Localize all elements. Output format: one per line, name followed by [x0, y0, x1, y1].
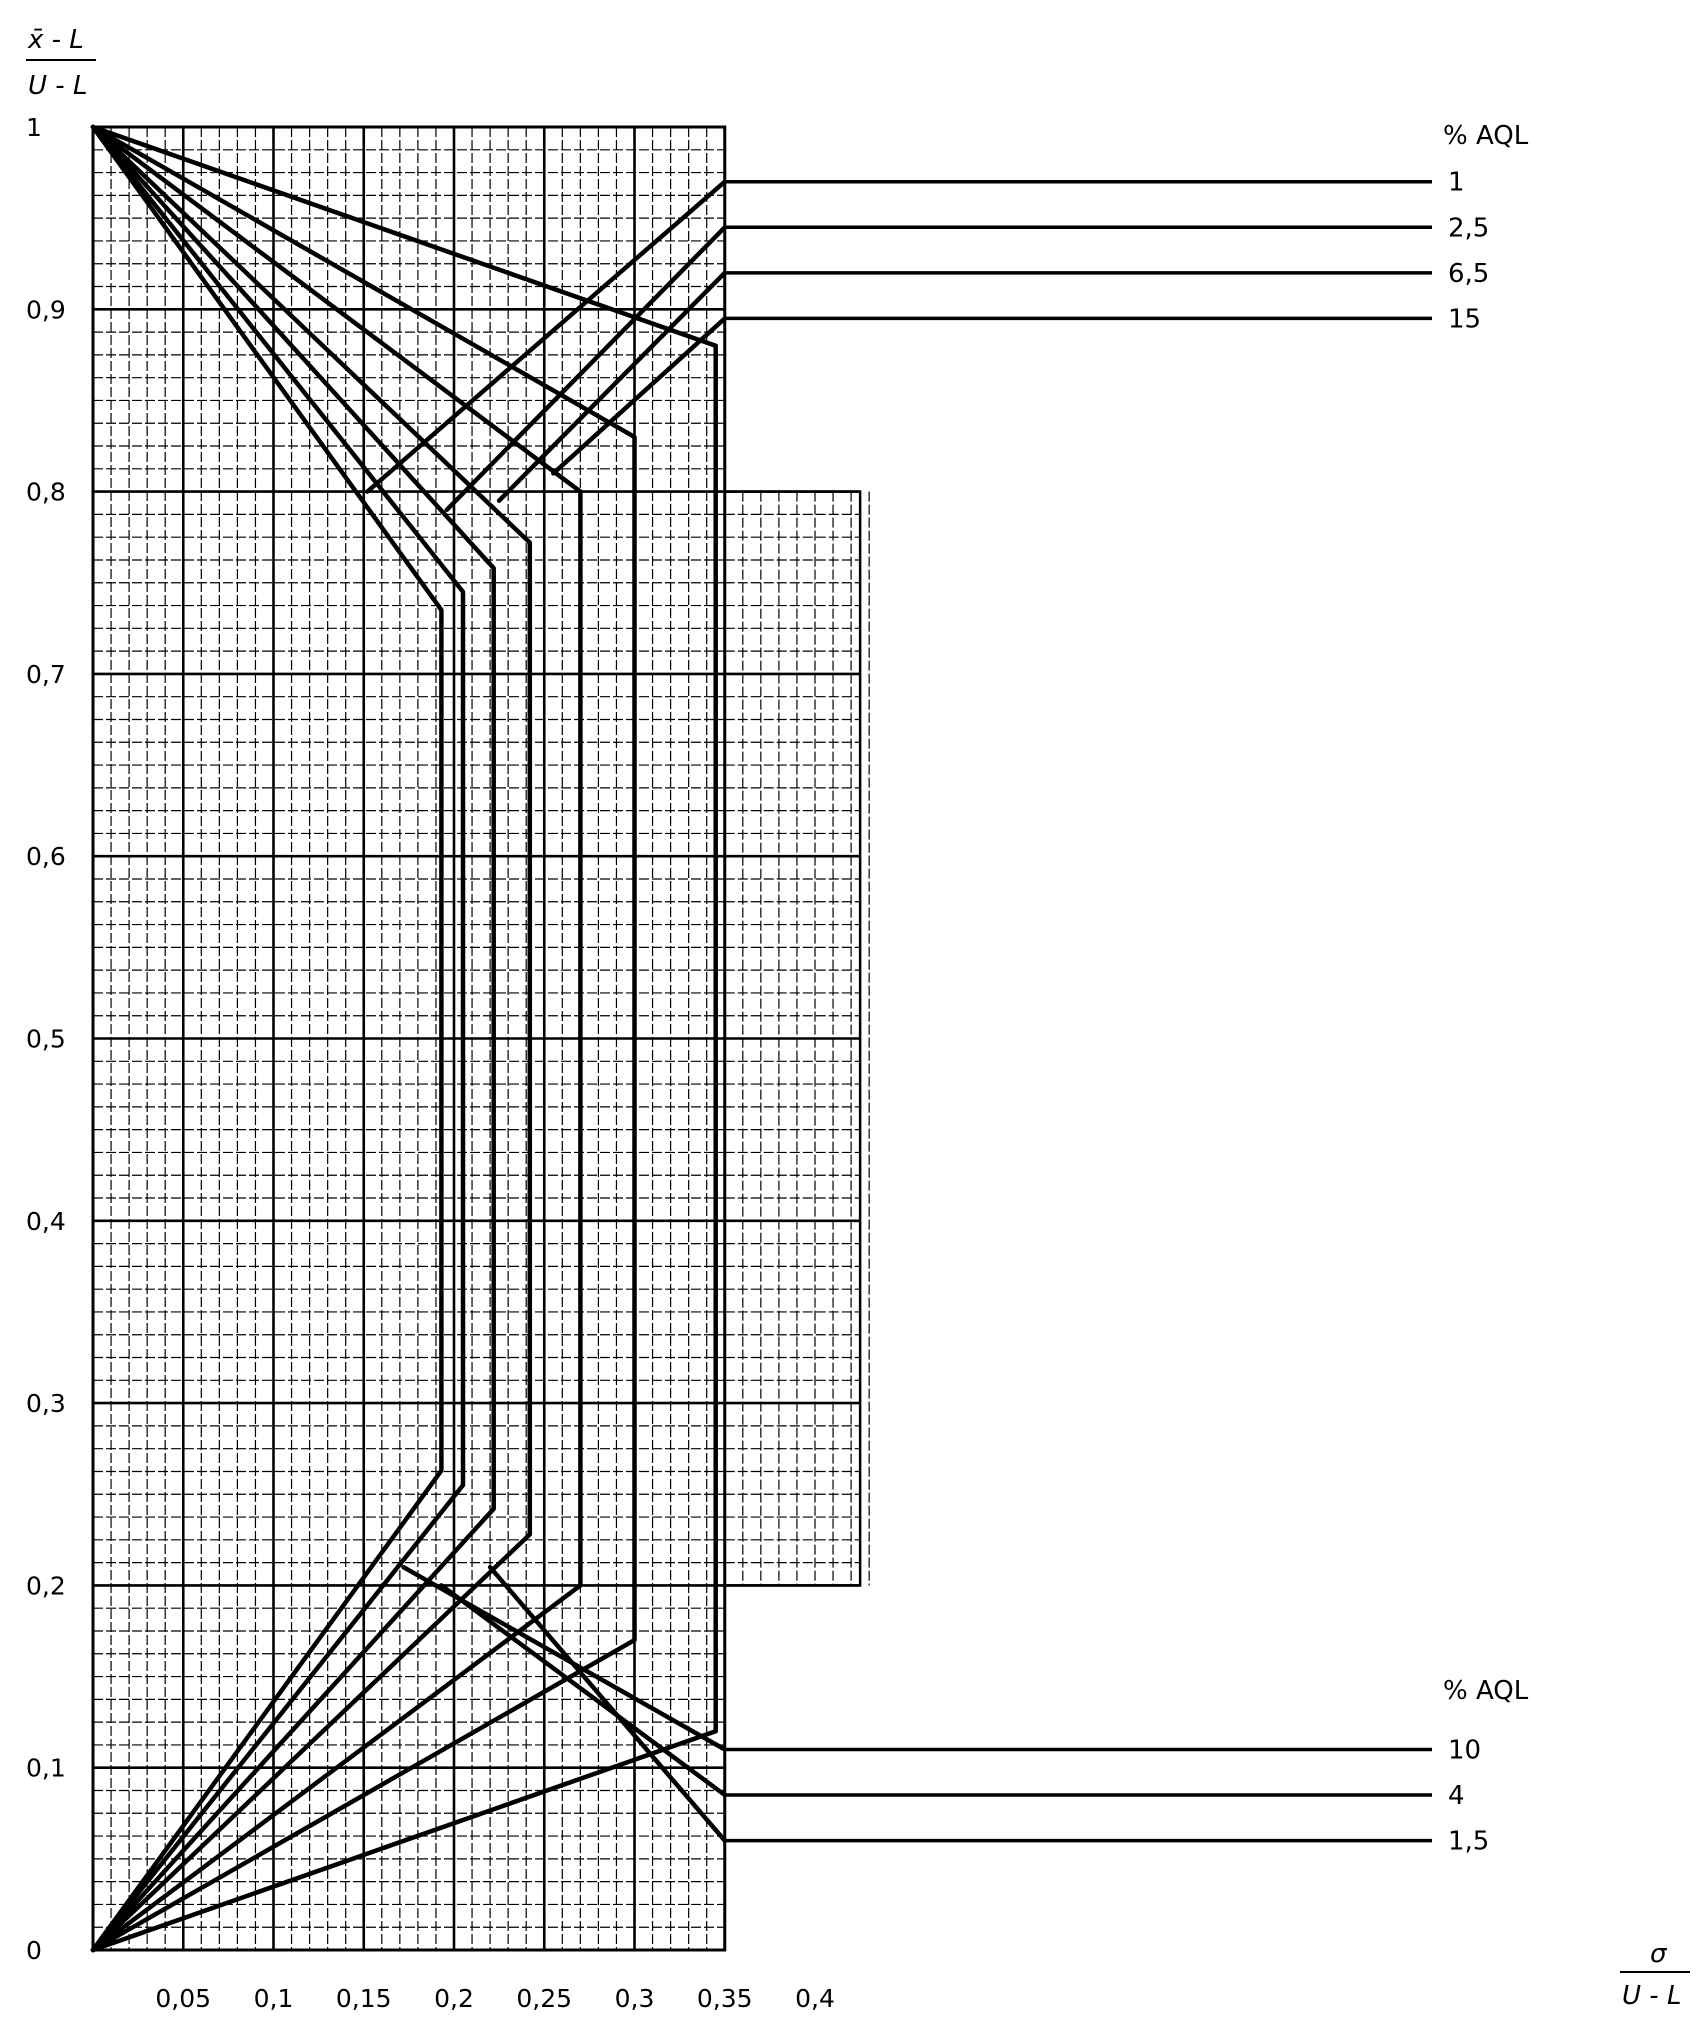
legend-bottom [725, 1676, 1529, 1857]
x-tick-label: 0,15 [335, 1984, 392, 2013]
x-tick-label: 0,05 [155, 1984, 212, 2013]
legend-entry-label: 1 [1448, 167, 1465, 198]
y-tick-label: 0,1 [26, 1753, 66, 1783]
legend-top [725, 121, 1529, 334]
y-tick-label: 0,3 [26, 1389, 66, 1419]
x-tick-label: 0,25 [516, 1984, 573, 2013]
connector-line [553, 318, 725, 473]
legend-entry-label: 4 [1448, 1781, 1465, 1812]
x-axis-label [1620, 1939, 1690, 2011]
x-tick-label: 0,3 [614, 1984, 655, 2013]
connector-line [441, 1585, 724, 1795]
legend-top-heading: % AQL [1443, 121, 1529, 151]
y-axis-label-denominator: U - L [28, 71, 88, 101]
x-tick-label: 0,35 [696, 1984, 753, 2013]
x-tick-label: 0,4 [795, 1984, 835, 2013]
legend-entry-label: 15 [1448, 304, 1482, 335]
y-tick-label: 0,4 [26, 1206, 66, 1236]
legend-entry-label: 6,5 [1448, 258, 1490, 289]
legend-bottom-heading: % AQL [1443, 1676, 1529, 1706]
y-tick-label: 0,9 [26, 295, 66, 325]
y-axis-label [26, 25, 96, 101]
x-axis-label-denominator: U - L [1622, 1981, 1682, 2011]
y-tick-label: 1 [26, 113, 42, 142]
grid [93, 127, 869, 1950]
connector-line [447, 227, 725, 510]
y-tick-label: 0,2 [26, 1571, 66, 1601]
y-tick-label: 0,5 [26, 1024, 66, 1054]
y-tick-label: 0,8 [26, 477, 66, 507]
x-axis-label-numerator: σ [1650, 1939, 1667, 1969]
x-tick-label: 0,2 [434, 1984, 474, 2013]
legend-entry-label: 2,5 [1448, 213, 1490, 244]
y-tick-label: 0,7 [26, 659, 66, 689]
y-axis-label-numerator: x̄ - L [28, 25, 84, 55]
legend-entry-label: 1,5 [1448, 1826, 1490, 1857]
y-tick-label: 0,6 [26, 842, 66, 872]
legend-entry-label: 10 [1448, 1735, 1482, 1766]
y-tick-label: 0 [26, 1936, 42, 1965]
x-tick-label: 0,1 [253, 1984, 294, 2013]
